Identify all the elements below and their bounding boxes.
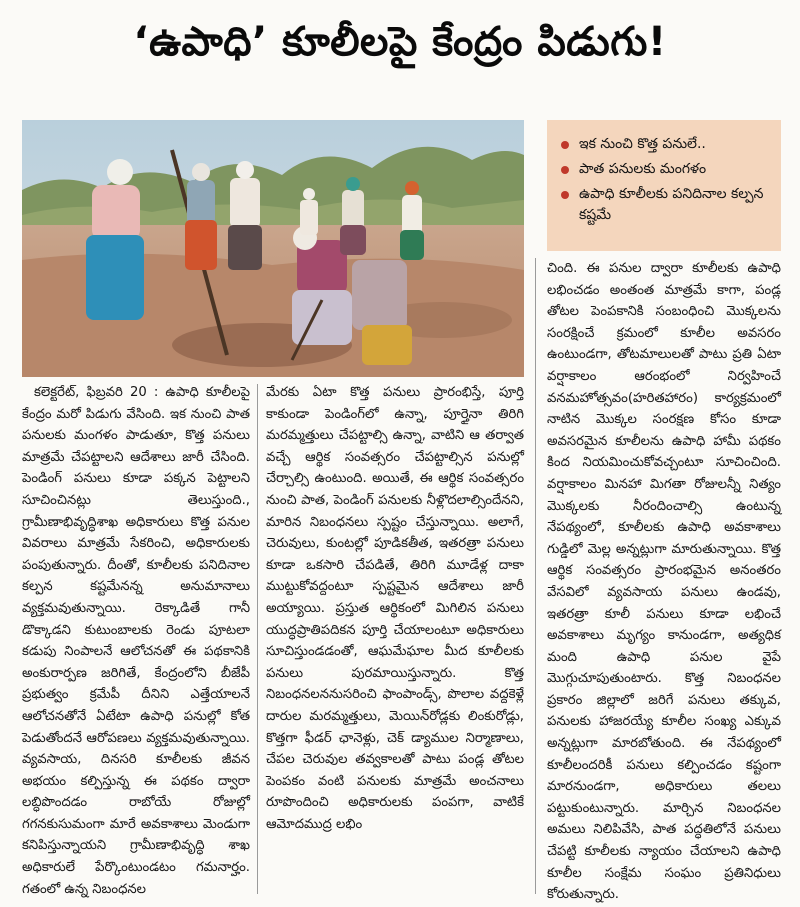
article-column-3 xyxy=(547,258,781,906)
highlight-item: ఉపాధి కూలీలకు పనిదినాల కల్పన కష్టమే xyxy=(557,184,771,226)
column-divider xyxy=(257,384,258,894)
highlight-item: ఇక నుంచి కొత్త పనులే.. xyxy=(557,134,771,155)
body-text: మేరకు ఏటా కొత్త పనులు ప్రారంభిస్తే, పూర్తి కాకుండా పెండింగ్‌లో ఉన్నా, పూర్తైనా తిరిగి మరమ్మత్తులు చేపట్టాల్సి ఉన్నా, వాటిని ఆ తర్వాత వచ్చే ఆర్థిక సంవత్సరం చేపట్టాల్సిన పనుల్లో చేర్చాల్సి ఉంటుంది. అయితే, ఈ ఆర్థిక సంవత్సరం నుంచి పాత, పెండింగ్ పనులకు నీళ్లొదలాల్సిందేనని, మారిన నిబంధనలు స్పష్టం చేస్తున్నాయి. అలాగే, చెరువులు, కుంటల్లో పూడికతీత, ఇతరత్రా పనులు కూడా ఒకసారి చేపడితే, తిరిగి మూడేళ్ల దాకా ముట్టుకోవద్దంటూ స్పష్టమైన ఆదేశాలు జారీ అయ్యాయి. ప్రస్తుత ఆర్థికంలో మిగిలిన పనులు యుద్ధప్రాతిపదికన పూర్తి చేయాలంటూ అధికారులు సూచిస్తుండడంతో, ఆఘమేఘాల మీద కూలీలకు పనులు పురమాయిస్తున్నారు. కొత్త నిబంధనలననుసరించి ఫాంపాండ్స్, పొలాల వద్దకెళ్లే దారుల మరమ్మత్తులు, మెయిన్‌రోడ్లకు లింకురోడ్లు, కొత్తగా ఫీడర్ ఛానెళ్లు, చెక్ డ్యాముల నిర్మాణాలు, చేపల చెరువుల తవ్వకాలతో పాటు పండ్ల తోటల పెంపకం వంటి పనులకు మాత్రమే అంచనాలు రూపొందించి అధికారులకు పంపగా, వాటికే ఆమోదముద్ర లభిం xyxy=(266,385,524,832)
article-photo xyxy=(22,120,524,377)
bullet-icon xyxy=(561,191,569,199)
article-column-2 xyxy=(266,382,524,835)
body-text: చింది. ఈ పనుల ద్వారా కూలీలకు ఉపాధి లభించడం అంతంత మాత్రమే కాగా, పండ్ల తోటల పెంపకానికి సంబంధించి మొక్కలను సంరక్షించే క్రమంలో కూలీల అవసరం ఉంటుండగా, తోటమాలులతో పాటు ప్రతి ఏటా వర్షాకాలం ఆరంభంలో నిర్వహించే వనమహోత్సవం(హరితహారం) కార్యక్రమంలో నాటిన మొక్కల సంరక్షణ కోసం కూడా అవసరమైన కూలీలను ఉపాధి హామీ పథకం కింద నియమించుకోవచ్చంటూ సూచించింది. వర్షాకాలం మినహా మిగతా రోజులన్నీ నిత్యం మొక్కలకు నీరందించాల్సి ఉంటున్న నేపథ్యంలో, కూలీలకు ఉపాధి అవకాశాలు గుడ్డిలో మెల్ల అన్నట్లుగా మారుతున్నాయి. కొత్త ఆర్థిక సంవత్సరం ప్రారంభమైన అనంతరం వేసవిలో వ్యవసాయ పనులు ఉండవు, ఇతరత్రా కూలీ పనులు కూడా లభించే అవకాశాలు మృగ్యం కానుండగా, అత్యధిక మంది ఉపాధి పనుల వైపే మొగ్గుచూపుతుంటారు. కొత్త నిబంధనల ప్రకారం జిల్లాలో జరిగే పనులు తక్కువ, పనులకు హాజరయ్యే కూలీల సంఖ్య ఎక్కువ అన్నట్లుగా మారబోతుంది. ఈ నేపథ్యంలో కూలీలందరికీ పనులు కల్పించడం కష్టంగా మారనుండగా, అధికారులు తలలు పట్టుకుంటున్నారు. మార్చిన నిబంధనల అమలు నిలిపివేసి, పాత పద్ధతిలోనే పనులు చేపట్టి కూలీలకు న్యాయం చేయాలని ఉపాధి కూలీల సంక్షేమ సంఘం ప్రతినిధులు కోరుతున్నారు. xyxy=(547,261,781,903)
bullet-icon xyxy=(561,166,569,174)
body-text: కలెక్టరేట్, ఫిబ్రవరి 20 : ఉపాధి కూలీలపై కేంద్రం మరో పిడుగు వేసింది. ఇక నుంచి పాత పనులకు మంగళం పాడుతూ, కొత్త పనులు మాత్రమే చేపట్టాలని ఆదేశాలు జారీ చేసింది. పెండింగ్ పనులు కూడా పక్కన పెట్టాలని సూచించినట్లు తెలుస్తుంది., గ్రామీణాభివృద్ధిశాఖ అధికారులు కొత్త పనుల వివరాలు మాత్రమే సేకరించి, అధికారులకు పంపుతున్నారు. దీంతో, కూలీలకు పనిదినాల కల్పన కష్టమేనన్న అనుమానాలు వ్యక్తమవుతున్నాయి. రెక్కాడితే గానీ డొక్కాడని కుటుంబాలకు రెండు పూటలా కడుపు నింపాలనే ఆలోచనతో ఈ పథకానికి అంకురార్పణ జరిగితే, కేంద్రంలోని బీజేపీ ప్రభుత్వం క్రమేపీ దీనిని ఎత్తేయాలనే ఆలోచనతోనే ఏటేటా ఉపాధి పనుల్లో కోత పెడుతోందనే ఆరోపణలు వ్యక్తమవుతున్నాయి. వ్యవసాయ, దినసరి కూలీలకు జీవన అభయం కల్పిస్తున్న ఈ పథకం ద్వారా లబ్ధిపొందడం రాబోయే రోజుల్లో గగనకుసుమంగా మారే అవకాశాలు మెండుగా కనిపిస్తున్నాయని గ్రామీణాభివృద్ధి శాఖ అధికారులే పేర్కొంటుండటం గమనార్హం. గతంలో ఉన్న నిబంధనల xyxy=(22,385,250,897)
highlight-item: పాత పనులకు మంగళం xyxy=(557,159,771,180)
bullet-icon xyxy=(561,141,569,149)
highlights-box xyxy=(547,120,781,251)
column-divider xyxy=(535,258,536,894)
workers-digging-photo xyxy=(22,120,524,377)
headline: ‘ఉపాధి’ కూలీలపై కేంద్రం పిడుగు! xyxy=(133,19,667,65)
article-column-1 xyxy=(22,382,250,900)
